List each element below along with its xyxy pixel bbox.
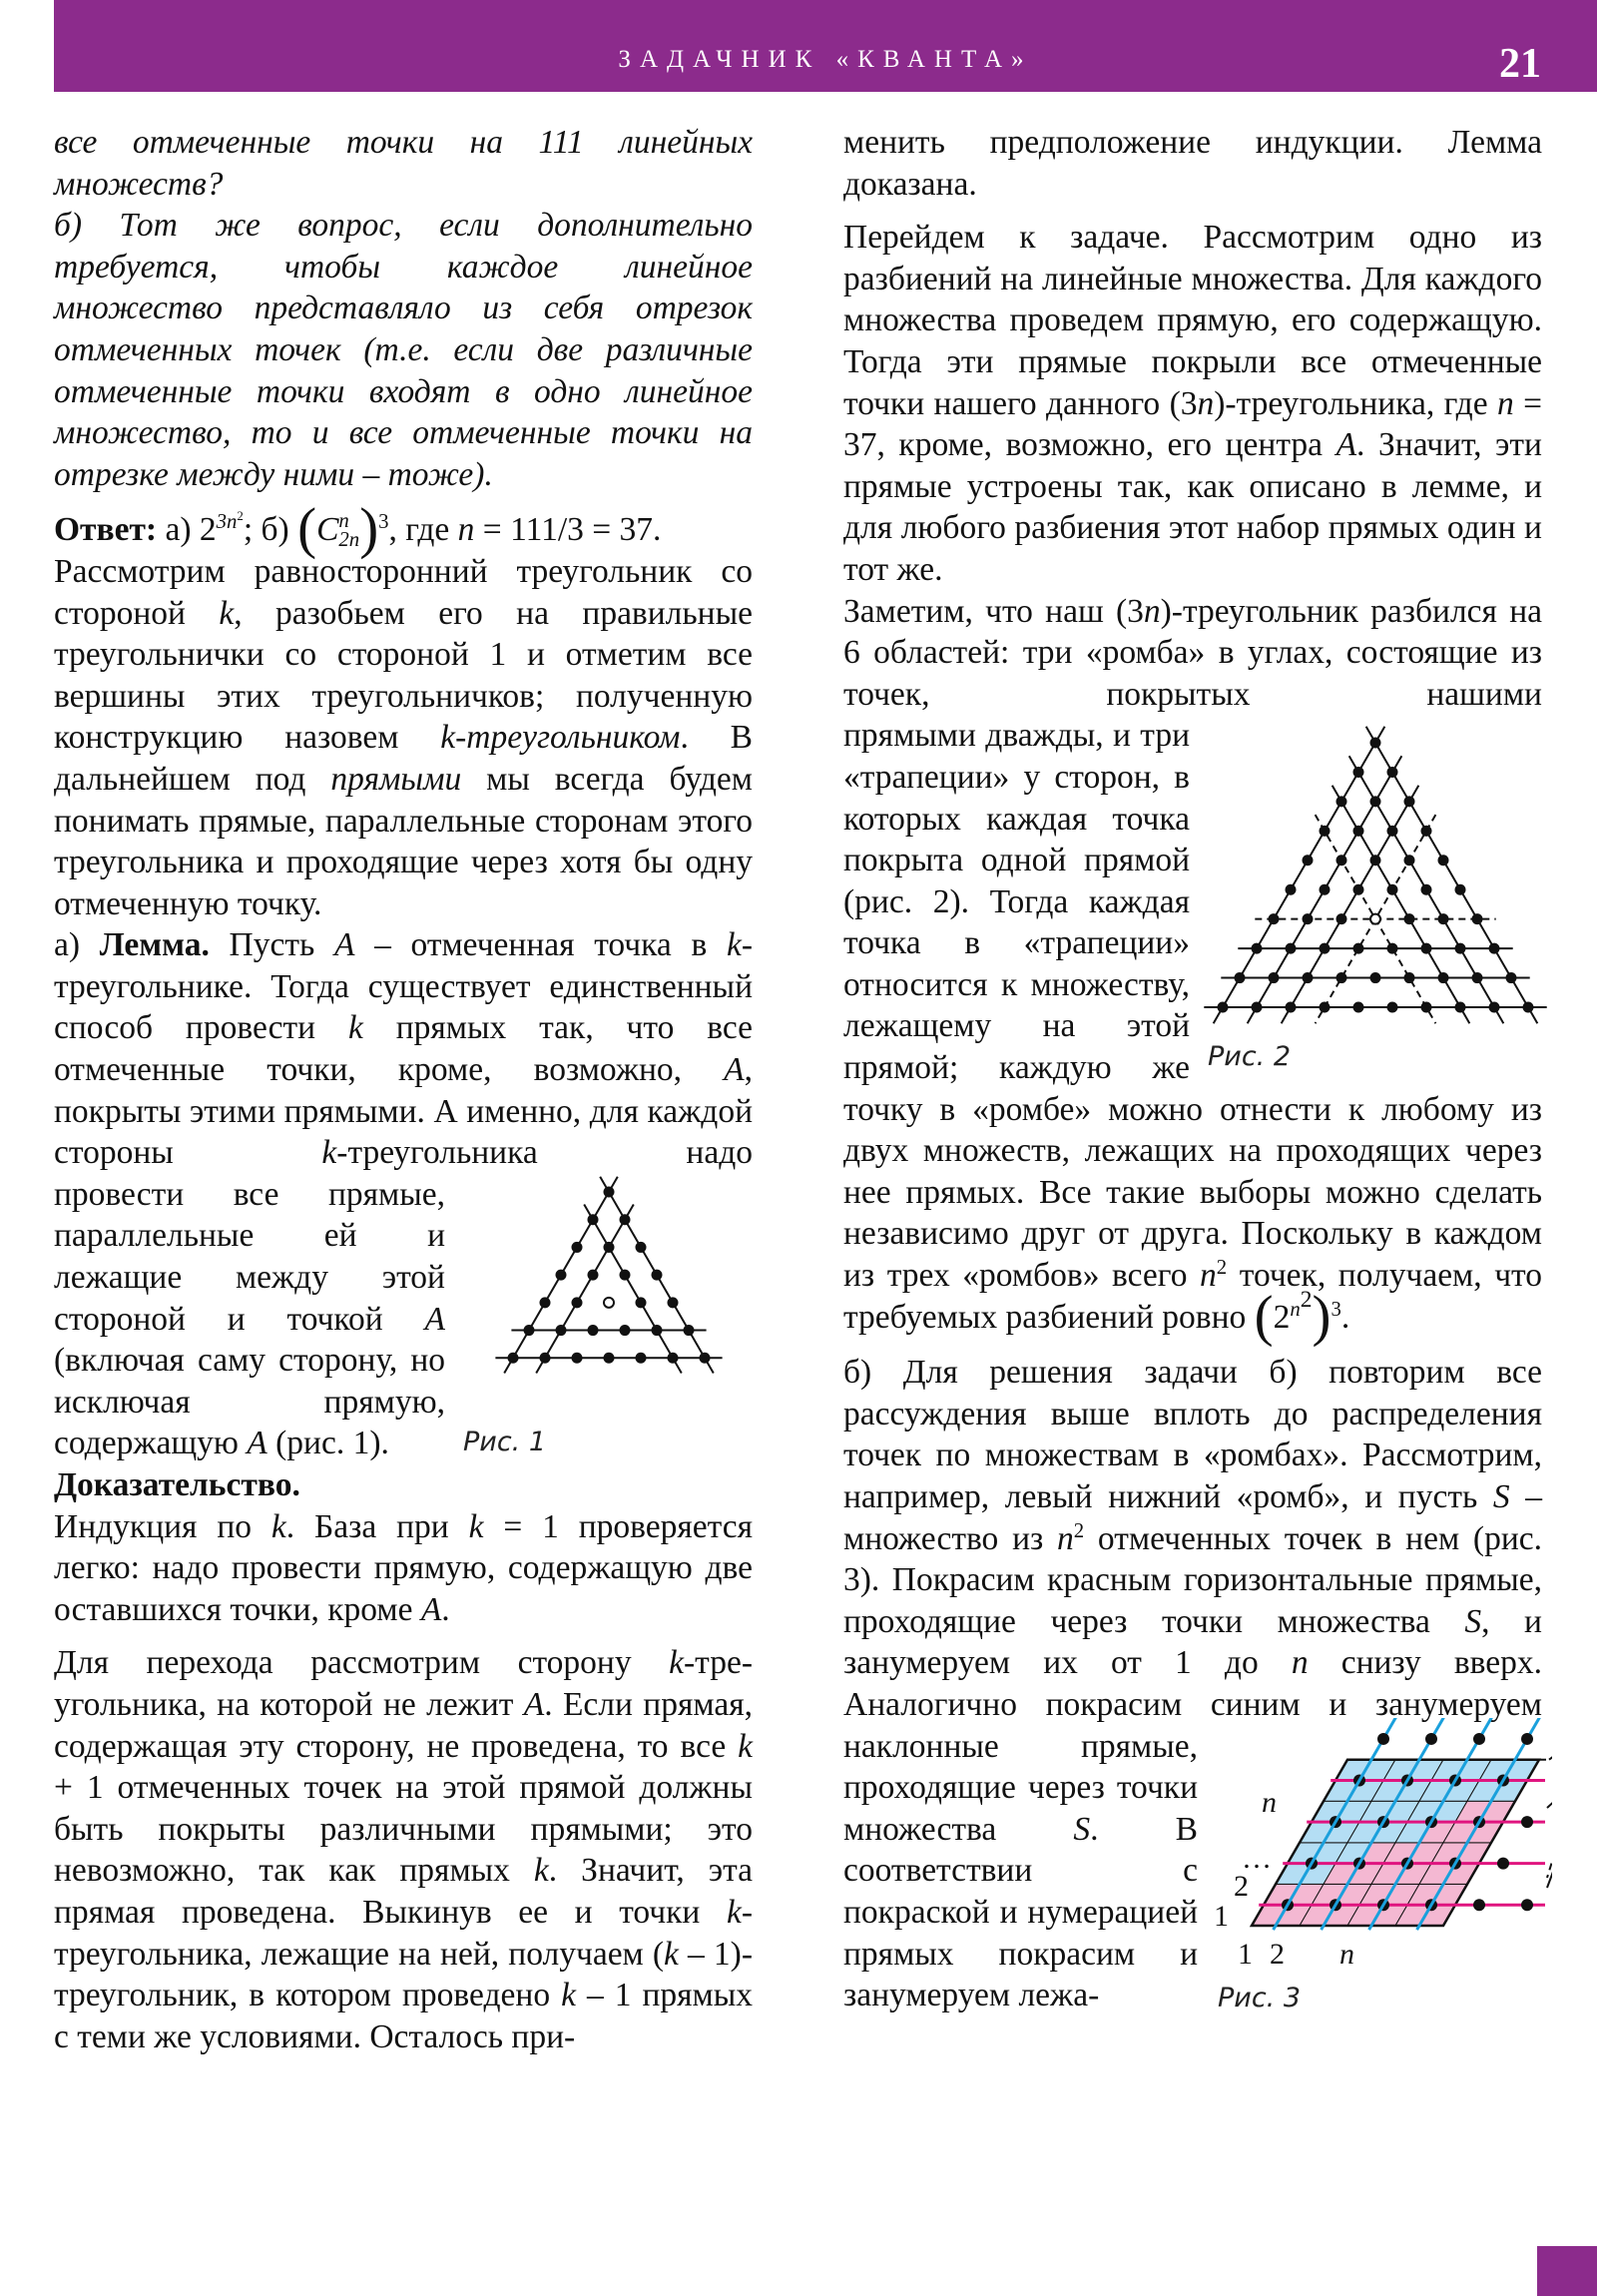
text-run: -треугольника, на которой не лежит [54, 1644, 753, 1723]
marked-point [1473, 1733, 1485, 1745]
problem-continuation [54, 122, 753, 205]
marked-point [1404, 856, 1415, 866]
text-run: A [420, 1590, 442, 1628]
text-run: k [664, 1935, 679, 1973]
text-run: . База при [285, 1507, 469, 1545]
marked-point [556, 1325, 567, 1336]
figure-3-col-label-2: 2 [1270, 1937, 1285, 1971]
marked-point [1521, 1899, 1533, 1911]
part-b-solution [843, 1352, 1542, 1725]
text-run: . В соответствии с покраской и нумерацией прямых покрасим и занумеруем лежа- [843, 1810, 1198, 2014]
text-run: -треугольника, лежащие на ней, получаем ( [54, 1893, 753, 1973]
text-run: , разобьем его на правильные треугольнички со стороной 1 и отметим все вершины этих треугольничков; полученную конструкцию назовем [54, 594, 753, 757]
text-run: Индукция по [54, 1507, 271, 1545]
marked-point [1438, 913, 1449, 924]
text-run: k [561, 1977, 576, 2014]
text-run: n [1197, 384, 1215, 422]
text-run: k [726, 1893, 742, 1931]
marked-point [1353, 943, 1364, 954]
marked-point [1218, 1002, 1229, 1013]
solution-intro [54, 551, 753, 924]
text-run: n [1200, 1257, 1217, 1295]
marked-point [1370, 856, 1381, 866]
text-run: = 1 проверяется легко: надо провести прямую, содержащую две оставшихся точки, кроме [54, 1507, 753, 1628]
marked-point [1455, 1002, 1466, 1013]
lemma-paragraph-cont [54, 1174, 753, 1464]
text-run: Лемма. [99, 926, 210, 964]
marked-point [524, 1325, 535, 1336]
text-run: Для перехода рассмотрим сторону [54, 1644, 670, 1682]
marked-point [1489, 943, 1500, 954]
figure-3-row-label-1: 1 [1214, 1899, 1229, 1933]
marked-point [604, 1242, 615, 1253]
marked-point [556, 1269, 567, 1280]
marked-point [1303, 972, 1314, 983]
marked-point [572, 1297, 583, 1308]
marked-point [684, 1325, 695, 1336]
marked-point [1320, 1002, 1331, 1013]
text-run: A [333, 926, 355, 964]
text-run: S [1492, 1478, 1510, 1515]
marked-point [1370, 797, 1381, 808]
dashed-boundary-line [1549, 1726, 1552, 1760]
text-run: (включая саму сторону, но исключая прямую, содержащую [54, 1342, 445, 1462]
center-point-a [604, 1298, 614, 1308]
text-run: б) Для решения задачи б) повторим все рассуждения выше вплоть до распределения точек по множествам в «ромбах». Рассмотрим, например, левый нижний «ромб», и пусть [843, 1354, 1542, 1515]
part-b-solution-cont [843, 1726, 1542, 2016]
binomial-bottom: 2n [338, 527, 360, 551]
marked-point [1320, 826, 1331, 837]
answer-line: Ответ: а) $2^{3n^2}$; б) (C n 2n )$^3$, где n = 111/3 = 37. [54, 497, 662, 561]
text-run: A [1335, 426, 1357, 464]
marked-point [1523, 1002, 1534, 1013]
problem-part-b [54, 205, 753, 495]
text-run: k [347, 1009, 363, 1047]
marked-point [1472, 972, 1483, 983]
text-run: прямыми [330, 760, 462, 798]
left-column [54, 122, 753, 2057]
figure-3 [1208, 1718, 1552, 2023]
marked-point [1320, 884, 1331, 895]
answer-a-exponent-power: 2 [237, 509, 244, 524]
marked-point [668, 1297, 679, 1308]
marked-point [1303, 856, 1314, 866]
text-run: снизу вверх. Аналогично покрасим синим и занумеруем [843, 1644, 1543, 1723]
figure-3-col-label-1: 1 [1238, 1937, 1253, 1971]
marked-point [1455, 884, 1466, 895]
marked-point [620, 1269, 631, 1280]
marked-point [668, 1353, 679, 1364]
lemma-text [54, 1176, 445, 1462]
text-run: + 1 отмеченных точек на этой прямой должны быть покрыты различными прямыми; это невозможно, так как прямых [54, 1769, 753, 1890]
marked-point [652, 1269, 663, 1280]
figure-3-col-label-n: n [1339, 1937, 1354, 1971]
regions-paragraph-cont [843, 715, 1543, 1348]
text-run: менить предположение индукции. Лемма доказана. [843, 124, 1542, 203]
marked-point [652, 1325, 663, 1336]
marked-point [1455, 943, 1466, 954]
marked-point [604, 1186, 615, 1197]
text-run: Перейдем к задаче. Рассмотрим одно из разбиений на линейные множества. Для каждого множества проведем прямую, его содержащую. Тогда эти прямые покрыли все отмеченные точки нашего данного (3 [843, 219, 1542, 422]
text-run: Доказательство. [54, 1466, 300, 1503]
binomial-top: n [338, 508, 349, 532]
text-run: – 1 прямых с теми же условиями. Осталось при- [54, 1977, 753, 2055]
text-run: k [726, 926, 742, 964]
marked-point [1370, 972, 1381, 983]
marked-point [1320, 943, 1331, 954]
solution-main [843, 217, 1542, 590]
marked-point [1269, 913, 1280, 924]
marked-point [1303, 913, 1314, 924]
marked-point [1353, 826, 1364, 837]
marked-point [1387, 1002, 1398, 1013]
marked-point [1353, 884, 1364, 895]
text-run: n [1290, 1297, 1301, 1321]
answer-label: Ответ: [54, 511, 158, 549]
lemma-conclusion [843, 122, 1542, 205]
marked-point [636, 1242, 647, 1253]
figure-3-row-label-2: 2 [1234, 1869, 1249, 1903]
marked-point [1404, 913, 1415, 924]
left-parallel-line [1282, 786, 1419, 1023]
text-run: -треугольнике. Тогда существует единственный способ провести [54, 926, 753, 1047]
page-corner-marker [1537, 2246, 1597, 2296]
text-run: . [441, 1590, 450, 1628]
text-run: – отмеченная точка в [354, 926, 727, 964]
text-run: точек, получаем, что требуемых разбиений ровно [843, 1257, 1543, 1336]
marked-point [1286, 1002, 1297, 1013]
marked-point [1286, 943, 1297, 954]
figure-1-caption: Рис. 1 [463, 1426, 547, 1457]
marked-point [1521, 1816, 1533, 1828]
journal-section-title: ЗАДАЧНИК «КВАНТА» [618, 46, 1033, 73]
marked-point [1497, 1857, 1509, 1869]
marked-point [1336, 856, 1347, 866]
marked-point [1353, 1002, 1364, 1013]
text-run: A [724, 1051, 745, 1089]
text-run: линейных множеств? [54, 124, 753, 203]
answer-a: а) 2 [157, 511, 217, 549]
marked-point [1489, 1002, 1500, 1013]
marked-point [620, 1325, 631, 1336]
answer-b-exponent: 3 [378, 510, 389, 534]
text-run: – множество из [843, 1478, 1542, 1557]
marked-point [588, 1214, 599, 1225]
text-run: прямых так, что все отмеченные точки, кроме, возможно, [54, 1009, 753, 1089]
text-run: n [1496, 384, 1514, 422]
marked-point [1252, 943, 1263, 954]
text-run: -треугольника надо [336, 1134, 753, 1172]
text-run: k [270, 1507, 286, 1545]
marked-point [636, 1297, 647, 1308]
text-run: 111 [538, 124, 584, 161]
figure-2-caption: Рис. 2 [1208, 1041, 1292, 1073]
marked-point [604, 1353, 615, 1364]
marked-point [1377, 1733, 1389, 1745]
proof-paragraph [54, 1464, 753, 1630]
marked-point [540, 1297, 551, 1308]
marked-point [1506, 972, 1517, 983]
text-run: Заметим, что наш (3 [843, 592, 1144, 630]
text-run: k [738, 1727, 753, 1765]
text-run: мы всегда будем понимать прямые, параллельные сторонам этого треугольника и проходящие через хотя бы одну отмеченную точку. [54, 760, 753, 922]
text-run: k [219, 594, 235, 632]
figure-3-row-label-dots: … [1242, 1841, 1272, 1875]
text-run: наклонные прямые, проходящие через точки множества [843, 1727, 1198, 1848]
text-run: провести все прямые, параллельные ей и лежащие между этой стороной и точкой [54, 1175, 445, 1338]
text-run: . Значит, эти прямые устроены так, как описано в лемме, и для любого разбиения этот набор прямых один и тот же. [843, 426, 1542, 588]
right-parallel-line [1547, 1722, 1552, 1808]
text-run: A [523, 1685, 545, 1723]
marked-point [1421, 943, 1432, 954]
text-run: 2 [1216, 1255, 1228, 1279]
marked-point [1269, 972, 1280, 983]
text-run: k [468, 1507, 484, 1545]
marked-point [540, 1353, 551, 1364]
marked-point [572, 1242, 583, 1253]
marked-point [1438, 972, 1449, 983]
marked-point [1421, 1002, 1432, 1013]
text-run: . Если прямая, содержащая эту сторону, не проведена, то все [54, 1685, 754, 1765]
text-run: – 1)-треугольник, в котором проведено [54, 1935, 753, 2014]
answer-value: = 111/3 = 37. [474, 511, 662, 549]
binomial-symbol: C [316, 511, 339, 549]
text-run: ) [1312, 1284, 1331, 1348]
marked-point [1404, 797, 1415, 808]
answer-a-exponent: 3n [216, 510, 238, 534]
marked-point [1336, 797, 1347, 808]
text-run: A [424, 1300, 445, 1338]
text-run: , и занумеруем их от 1 до [843, 1602, 1542, 1682]
text-run: k [669, 1644, 685, 1682]
text-run: n [1143, 592, 1161, 630]
center-point-a [1370, 914, 1380, 924]
marked-point [1521, 1733, 1533, 1745]
page-header [54, 0, 1597, 92]
marked-point [1353, 767, 1364, 778]
marked-point [636, 1353, 647, 1364]
text-run: . Значит, эта прямая проведена. Выкинув ее и точки [54, 1852, 754, 1931]
text-run: все отмеченные точки на [54, 124, 539, 161]
text-run: а) [54, 926, 100, 964]
text-run: k [533, 1852, 549, 1890]
marked-point [1387, 884, 1398, 895]
text-run: . В дальнейшем под [54, 719, 753, 798]
text-run: 2 [1273, 1298, 1291, 1336]
induction-step-paragraph [54, 1642, 753, 2057]
text-run: S [1073, 1810, 1091, 1848]
marked-point [1421, 884, 1432, 895]
part-b-text [843, 1728, 1198, 2014]
lemma-paragraph [54, 924, 753, 1174]
marked-point [700, 1353, 711, 1364]
marked-point [1404, 972, 1415, 983]
figure-1-drawing [459, 1170, 759, 1420]
answer-n: n [457, 511, 475, 549]
marked-point [572, 1353, 583, 1364]
marked-point [1421, 826, 1432, 837]
dashed-boundary-line [1547, 1726, 1552, 1878]
regions-paragraph [843, 591, 1542, 716]
text-run: б) Тот же вопрос, если дополнительно требуется, чтобы каждое линейное множество представляло из себя отрезок отмеченных точек (т.е. если две различные отмеченные точки входят в одно линейное множество, то и все отмеченные точки на отрезке между ними – тоже). [54, 207, 753, 493]
marked-point [588, 1269, 599, 1280]
marked-point [1286, 884, 1297, 895]
figure-3-row-label-n: n [1262, 1785, 1277, 1819]
figure-3-caption: Рис. 3 [1218, 1982, 1302, 2013]
marked-point [1425, 1733, 1437, 1745]
figure-2 [1204, 725, 1548, 1086]
figure-1 [459, 1170, 759, 1465]
marked-point [1387, 767, 1398, 778]
marked-point [1473, 1899, 1485, 1911]
marked-point [1387, 826, 1398, 837]
text-run: A [247, 1425, 267, 1462]
text-run: 2 [1073, 1518, 1085, 1542]
marked-point [1472, 913, 1483, 924]
text-run: )-треугольник разбился на 6 областей: три «ромба» в углах, состоящие из точек, покрытых нашими [843, 592, 1543, 713]
text-run: отмеченных точек в нем (рис. 3). Покрасим красным горизонтальные прямые, проходящие через точки множества [843, 1519, 1542, 1640]
text-run: . [1340, 1298, 1350, 1336]
marked-point [1252, 1002, 1263, 1013]
text-run: Пусть [209, 926, 334, 964]
marked-point [1336, 913, 1347, 924]
right-column [843, 122, 1542, 2023]
marked-point [1235, 972, 1246, 983]
text-run: S [1464, 1602, 1482, 1640]
right-parallel-line [1332, 786, 1470, 1023]
answer-b: ; б) [243, 511, 298, 549]
left-parallel-line [536, 1204, 634, 1373]
figure-2-drawing [1204, 725, 1548, 1034]
marked-point [1370, 738, 1381, 749]
text-run: 3 [1331, 1297, 1341, 1321]
marked-point [620, 1214, 631, 1225]
text-run: k [321, 1134, 337, 1172]
answer-tail: , где [388, 511, 458, 549]
text-run: )-треугольника, где [1214, 384, 1497, 422]
marked-point [1387, 943, 1398, 954]
marked-point [588, 1325, 599, 1336]
text-run: n [1291, 1644, 1309, 1682]
text-run: прямыми дважды, и три «трапеции» у сторон, в которых каждая точка покрыта одной прямой (рис. 2). Тогда каждая точка в «трапеции» относится к множеству, лежащему на этой прямой; каждую же точку в «ромбе» можно отнести к любому из двух множеств, лежащих на проходящих через нее прямых. Все такие выборы можно сделать независимо друг от друга. Поскольку в каждом из трех «ромбов» всего [843, 717, 1542, 1295]
page-number: 21 [1499, 41, 1541, 87]
text-run: ( [1254, 1284, 1274, 1348]
marked-point [1336, 972, 1347, 983]
text-run: (рис. 1). [266, 1425, 389, 1462]
text-run: , покрыты этими прямыми. А именно, для каждой стороны [54, 1051, 753, 1172]
right-parallel-line [584, 1204, 682, 1373]
text-run: = 37, кроме, возможно, его центра [843, 384, 1542, 464]
marked-point [1438, 856, 1449, 866]
text-run: k-треугольником [440, 719, 681, 757]
text-run: Рассмотрим равносторонний треугольник со стороной [54, 552, 753, 632]
text-run: n [1057, 1519, 1074, 1557]
marked-point [508, 1353, 519, 1364]
text-run: 2 [1300, 1286, 1313, 1313]
